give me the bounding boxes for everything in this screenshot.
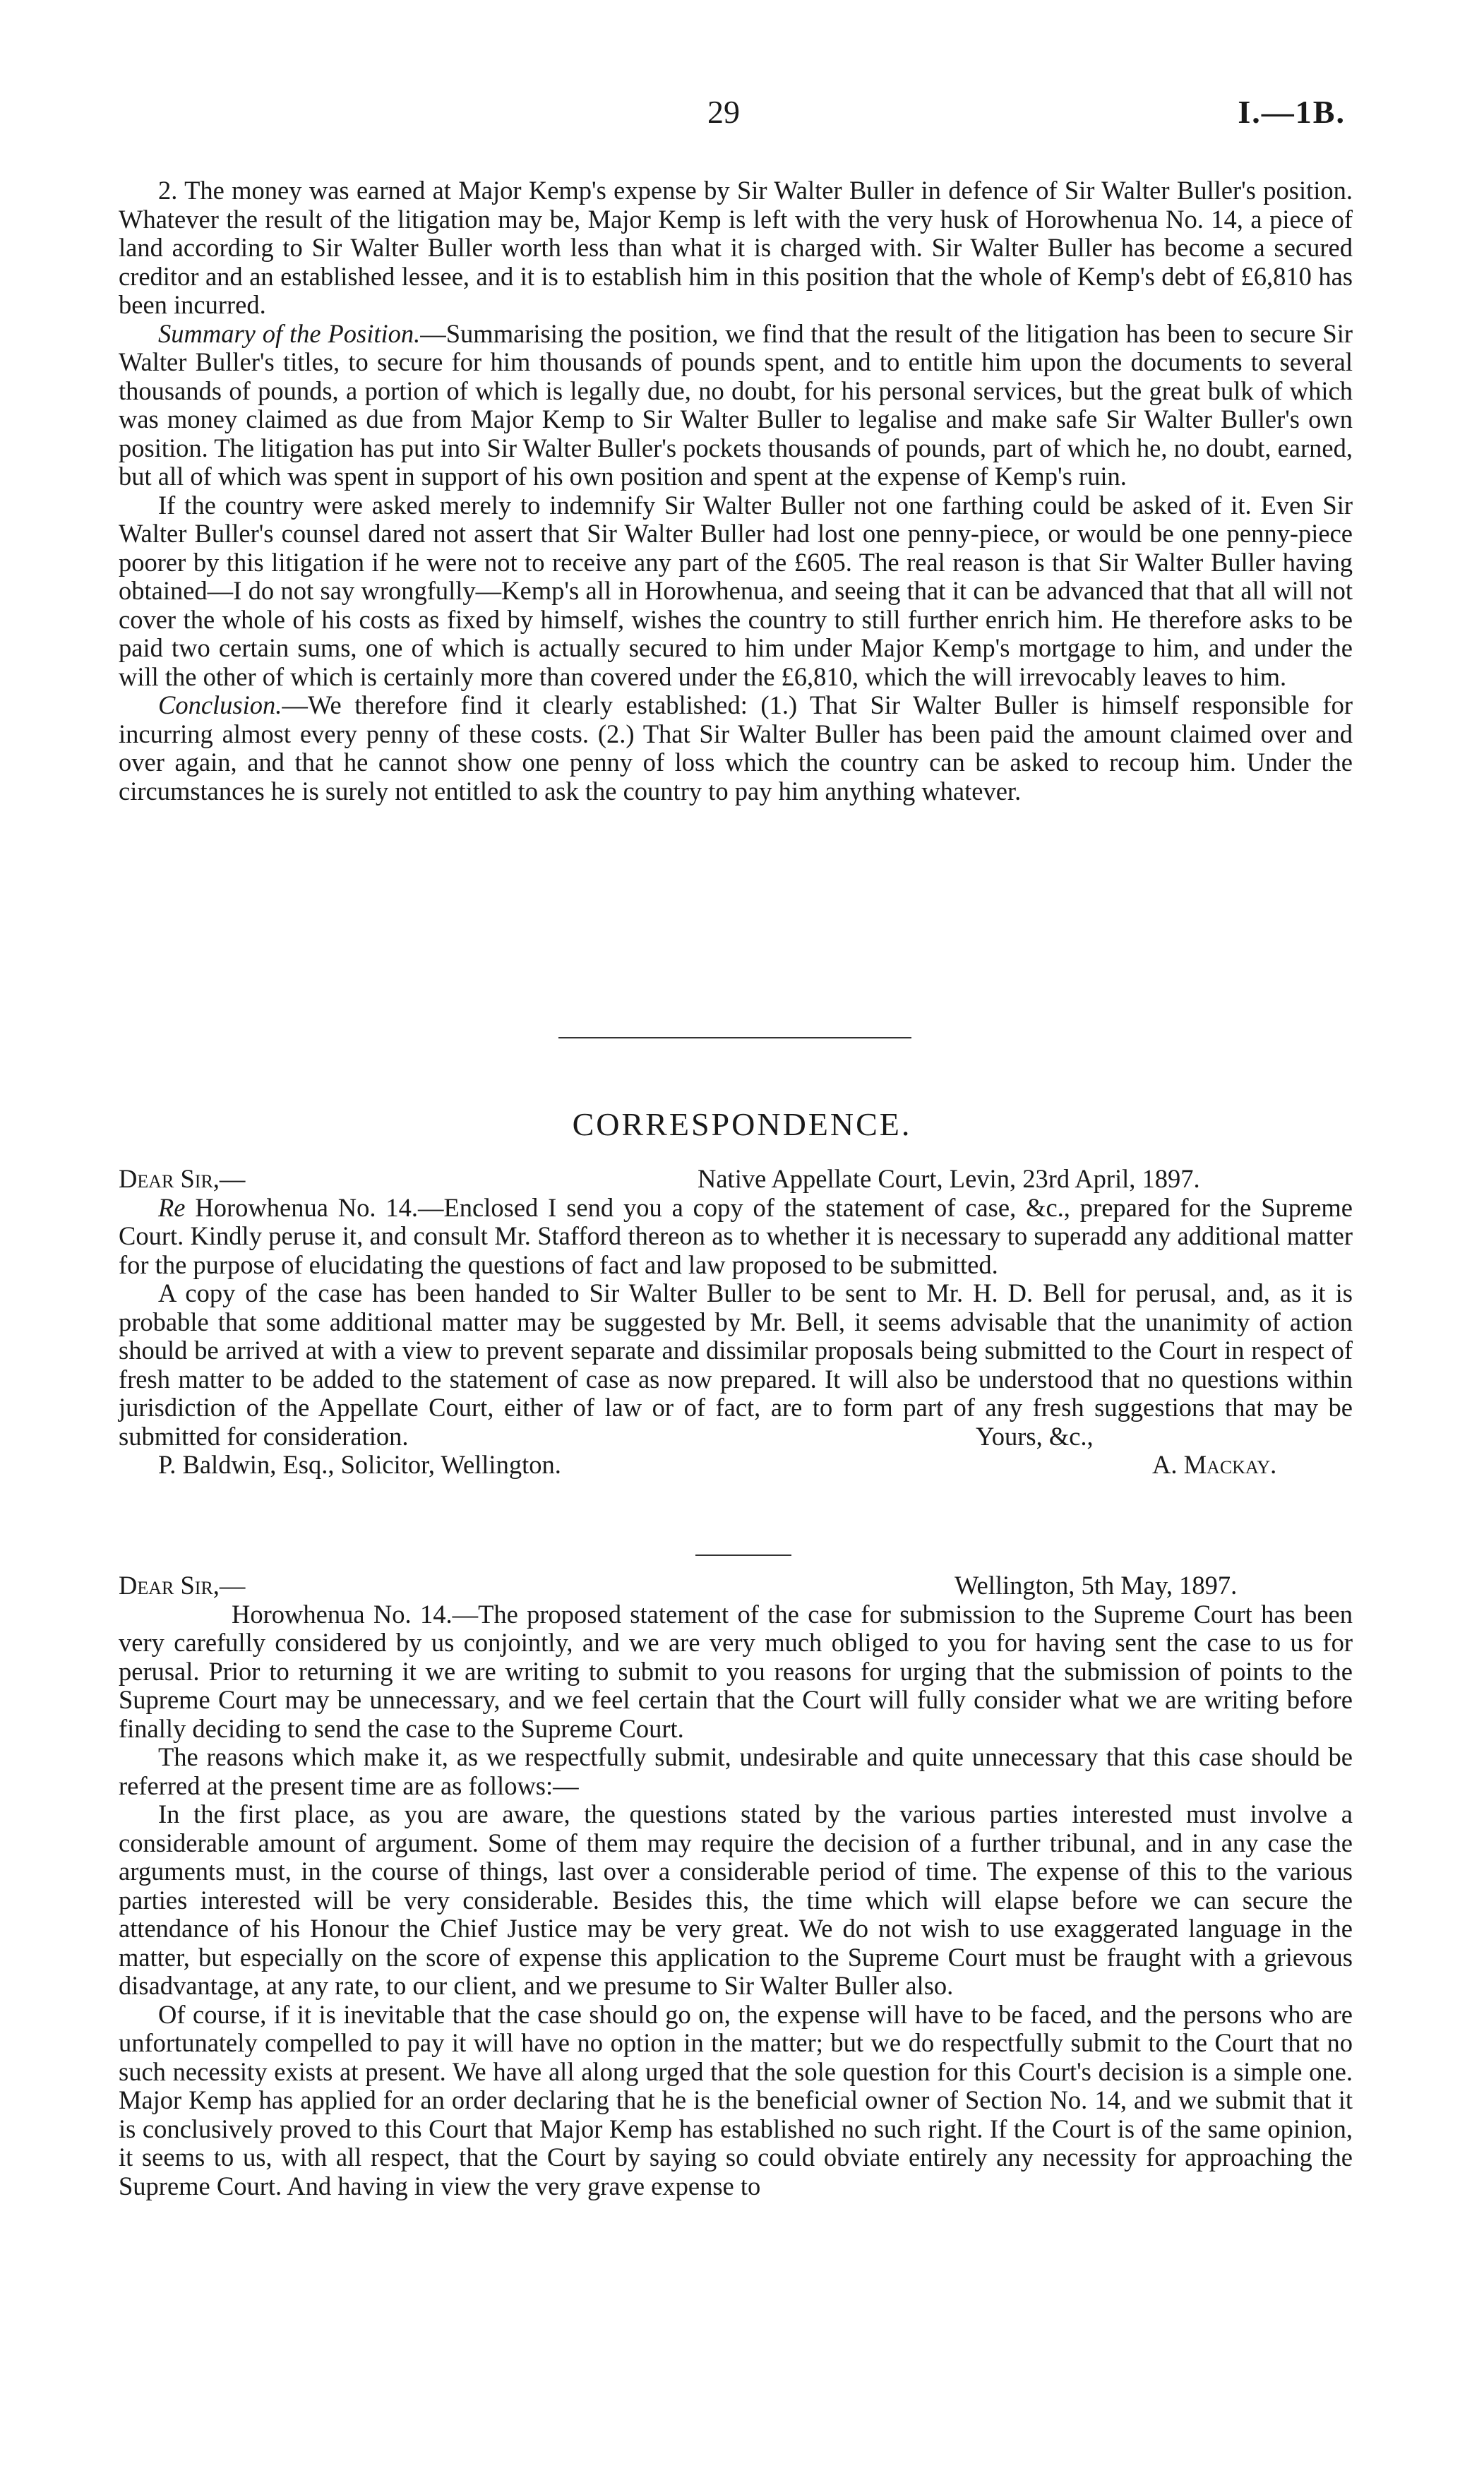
letter-2-paragraph-1: Horowhenua No. 14.—The proposed statement of the case for submission to the Supreme Court has been very carefully considered by us conjointly, and we are very much obliged to you for having sent the case to us for perusal. Prior to returning it we are writing to submit to you reasons for urging that the submission of points to the Supreme Court may be unnecessary, and we feel certain that the Court will fully consider what we are writing before finally deciding to send the case to the Supreme Court. — [119, 1599, 1353, 1743]
letter-1-place-date: Native Appellate Court, Levin, 23rd April, 1897. — [698, 1164, 1200, 1193]
letter-divider — [695, 1555, 791, 1556]
page-header — [0, 93, 1484, 136]
correspondence-heading: CORRESPONDENCE. — [572, 1106, 912, 1142]
letter-1-closing: Yours, &c., — [976, 1421, 1094, 1451]
letter-1-closing-line — [119, 1422, 1353, 1451]
letter-2-paragraph-2: The reasons which make it, as we respectfully submit, undesirable and quite unnecessary that this case should be referred at the present time are as follows:— — [119, 1742, 1353, 1800]
paragraph-conclusion — [119, 691, 1353, 805]
letter-1 — [119, 1165, 1353, 1480]
section-divider — [558, 1037, 911, 1038]
findings-section — [119, 176, 1353, 805]
summary-text: —Summarising the position, we find that the result of the litigation has been to secure Sir Walter Buller's titles, to secure for him thousands of pounds spent, and to entitle him upon the documents to several thousands of pounds, a portion of which is legally due, no doubt, for his personal services, but the great bulk of which was money claimed as due from Major Kemp to Sir Walter Buller to legalise and make safe Sir Walter Buller's own position. The litigation has put into Sir Walter Buller's pockets thousands of pounds, part of which he, no doubt, earned, but all of which was spent in support of his own position and spent at the expense of Kemp's ruin. — [119, 318, 1353, 491]
letter-2-paragraph-3: In the first place, as you are aware, the questions stated by the various parties interested must involve a considerable amount of argument. Some of them may require the decision of a further tribunal, and in any case the arguments must, in the course of things, last over a considerable period of time. The expense of this to the various parties interested will be very considerable. Besides this, the time which will elapse before we can secure the attendance of his Honour the Chief Justice may be very great. We do not wish to use exaggerated language in the matter, but especially on the score of expense this application to the Supreme Court must be fraught with a grievous disadvantage, at any rate, to our client, and we presume to Sir Walter Buller also. — [119, 1799, 1353, 2000]
letter-2-place-date: Wellington, 5th May, 1897. — [955, 1571, 1238, 1600]
letter-1-paragraph-2: A copy of the case has been handed to Sir Walter Buller to be sent to Mr. H. D. Bell for perusal, and, as it is probable that some additional matter may be suggested by Mr. Bell, it seems advisable that the unanimity of action should be arrived at with a view to prevent separate and dissimilar proposals being submitted to the Court in respect of fresh matter to be added to the statement of case as now prepared. It will also be understood that no questions within jurisdiction of the Appellate Court, either of law or of fact, are to form part of any fresh suggestions that may be submitted for consideration. — [119, 1278, 1353, 1451]
letter-1-paragraph-1 — [119, 1194, 1353, 1280]
conclusion-label: Conclusion. — [158, 690, 282, 719]
letter-2-header-line — [119, 1571, 1353, 1600]
conclusion-text: —We therefore find it clearly established: (1.) That Sir Walter Buller is himself responsible for incurring almost every penny of these costs. (2.) That Sir Walter Buller has been paid the amount claimed over and over again, and that he cannot show one penny of loss which the country can be asked to recoup him. Under the circumstances he is surely not entitled to ask the country to pay him anything whatever. — [119, 690, 1353, 805]
paragraph-country: If the country were asked merely to indemnify Sir Walter Buller not one farthing could be asked of it. Even Sir Walter Buller's counsel dared not assert that Sir Walter Buller had lost one penny-piece, or would be one penny-piece poorer by this litigation if he were not to receive any part of the £605. The real reason is that Sir Walter Buller having obtained—I do not say wrongfully—Kemp's all in Horowhenua, and seeing that it can be advanced that that all will not cover the whole of his costs as fixed by himself, wishes the country to still further enrich him. He therefore asks to be paid two certain sums, one of which is actually secured to him under Major Kemp's mortgage to him, and under the will the other of which is certainly more than covered under the £6,810, which the will irrevocably leaves to him. — [119, 490, 1353, 691]
letter-1-addressee: P. Baldwin, Esq., Solicitor, Wellington. — [158, 1450, 561, 1479]
letter-1-paragraph-1-text: Horowhenua No. 14.—Enclosed I send you a copy of the statement of case, &c., prepared for the Supreme Court. Kindly peruse it, and consult Mr. Stafford thereon as to whether it is necessary to superadd any additional matter for the purpose of elucidating the questions of fact and law proposed to be submitted. — [119, 1192, 1353, 1279]
letter-2 — [119, 1571, 1353, 2200]
paragraph-summary — [119, 320, 1353, 491]
letter-1-signature-line — [119, 1451, 1353, 1480]
letter-1-header-line — [119, 1165, 1353, 1194]
letter-2-salutation: Dear Sir,— — [119, 1571, 246, 1600]
letter-1-re-label: Re — [158, 1192, 186, 1222]
letter-1-salutation: Dear Sir,— — [119, 1164, 246, 1193]
document-reference: I.—1B. — [1238, 94, 1346, 130]
letter-2-paragraph-4: Of course, if it is inevitable that the case should go on, the expense will have to be faced, and the persons who are unfortunately compelled to pay it will have no option in the matter; but we do respectfully submit to the Court that no such necessity exists at present. We have all along urged that the sole question for this Court's decision is a simple one. Major Kemp has applied for an order declaring that he is the beneficial owner of Section No. 14, and we submit that it is conclusively proved to this Court that Major Kemp has established no such right. If the Court is of the same opinion, it seems to us, with all respect, that the Court by saying so could obviate entirely any necessity for approaching the Supreme Court. And having in view the very grave expense to — [119, 1999, 1353, 2200]
paragraph-money-earned: 2. The money was earned at Major Kemp's expense by Sir Walter Buller in defence of Sir Walter Buller's position. Whatever the result of the litigation may be, Major Kemp is left with the very husk of Horowhenua No. 14, a piece of land according to Sir Walter Buller worth less than what it is charged with. Sir Walter Buller has become a secured creditor and an established lessee, and it is to establish him in this position that the whole of Kemp's debt of £6,810 has been incurred. — [119, 176, 1353, 319]
summary-label: Summary of the Position. — [158, 318, 421, 348]
letter-1-signature: A. Mackay. — [1152, 1450, 1277, 1479]
page-number: 29 — [707, 94, 740, 130]
